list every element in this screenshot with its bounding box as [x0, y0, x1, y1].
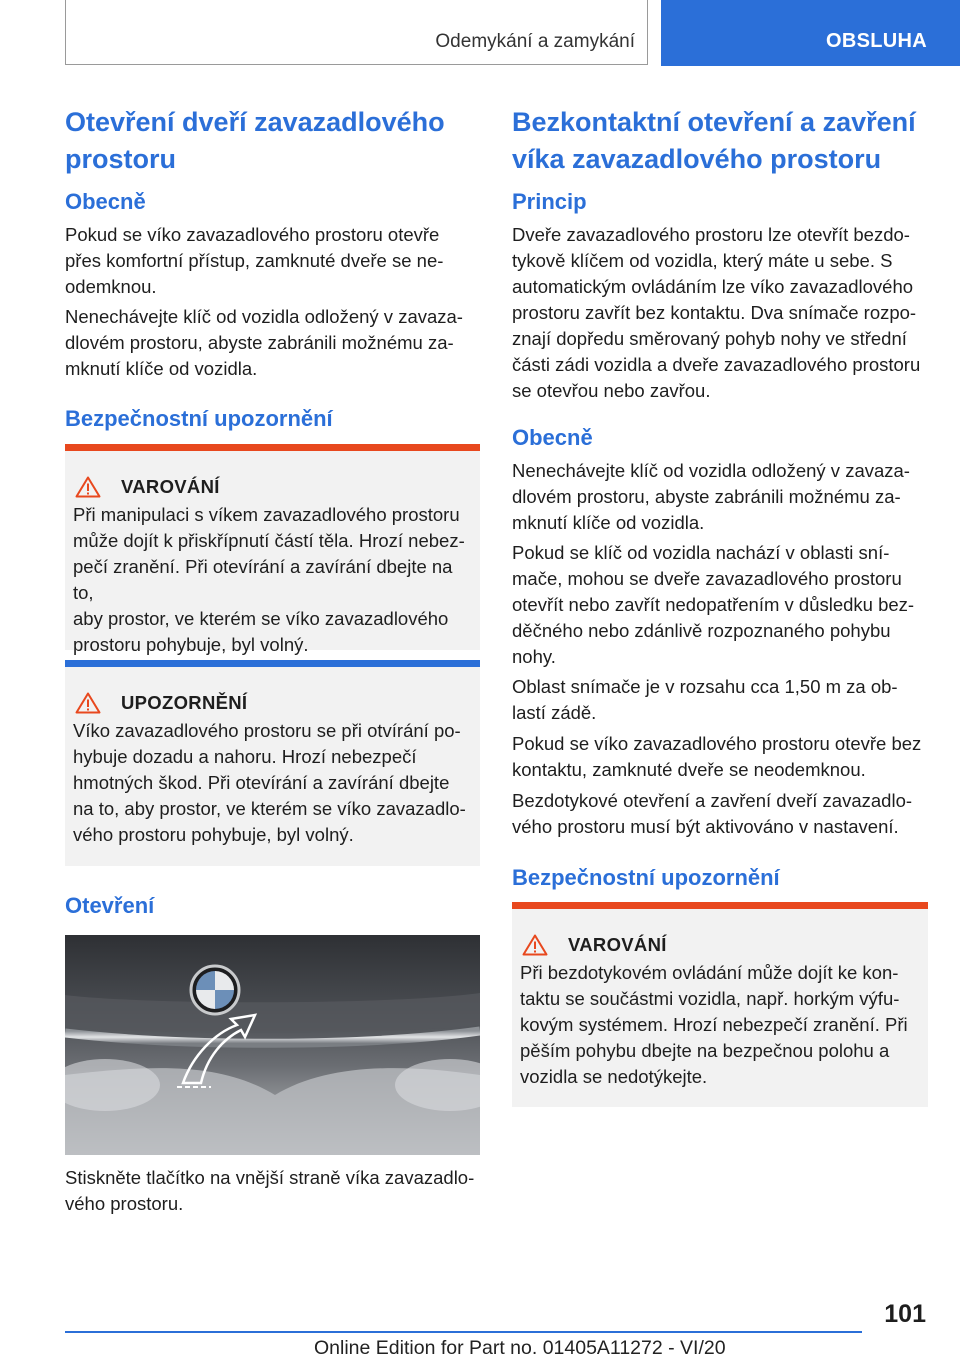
header-section-title: Odemykání a zamykání	[435, 31, 635, 52]
right-general-paragraph-2: Pokud se klíč od vozidla nachází v oblasti sní‐ mače, mohou se dveře zavazadlového prostoru otevřít nebo zavřít nedopatřením v důsledku bez‐ děčného nebo zdánlivě rozpoznaného pohybu nohy.	[512, 542, 915, 667]
warning-title: VAROVÁNÍ	[121, 476, 220, 497]
left-general-paragraph-1: Pokud se víko zavazadlového prostoru otevře přes komfortní přístup, zamknuté dveře se ne‐ odemknou.	[65, 224, 444, 297]
header-chapter-label: OBSLUHA	[826, 30, 927, 52]
page-number: 101	[884, 1300, 926, 1328]
notice-bar	[65, 660, 480, 667]
right-general-paragraph-5: Bezdotykové otevření a zavření dveří zavazadlo‐ vého prostoru musí být aktivováno v nastavení.	[512, 790, 913, 837]
right-general-paragraph-4: Pokud se víko zavazadlového prostoru otevře bez kontaktu, zamknuté dveře se neodemknou.	[512, 733, 922, 780]
warning-text: Při bezdotykovém ovládání může dojít ke kon‐ taktu se součástmi vozidla, např. horkým výfu‐ kovým systémem. Hrozí nebezpečí zranění. Při pěším pohybu dbejte na bezpečnou polohu a vozidla se nedotýkejte.	[520, 962, 908, 1087]
notice-title: UPOZORNĚNÍ	[121, 692, 248, 713]
right-general-heading: Obecně	[512, 425, 593, 450]
left-section-title: Otevření dveří zavazadlového prostoru	[65, 107, 445, 174]
warning-text: Při manipulaci s víkem zavazadlového prostoru může dojít k přiskřípnutí částí těla. Hrozí nebez‐ pečí zranění. Při otevírání a zavírání dbejte na to, aby prostor, ve kterém se víko zavazadlového prostoru pohybuje, byl volný.	[73, 504, 465, 655]
warning-bar	[65, 444, 480, 451]
right-safety-heading: Bezpečnostní upozornění	[512, 865, 780, 890]
right-general-paragraph-1: Nenechávejte klíč od vozidla odložený v zavaza‐ dlovém prostoru, abyste zabránili možnému za‐ mknutí klíče od vozidla.	[512, 460, 910, 533]
left-general-paragraph-2: Nenechávejte klíč od vozidla odložený v zavaza‐ dlovém prostoru, abyste zabránili možnému za‐ mknutí klíče od vozidla.	[65, 306, 463, 379]
header-section-box	[65, 0, 648, 65]
tailgate-illustration	[65, 935, 480, 1155]
right-principle-heading: Princip	[512, 189, 587, 214]
warning-triangle-icon	[522, 934, 548, 956]
warning-triangle-icon	[75, 476, 101, 498]
left-opening-heading: Otevření	[65, 893, 155, 918]
left-notice-box	[65, 660, 480, 866]
photo-caption: Stiskněte tlačítko na vnější straně víka zavazadlo‐ vého prostoru.	[65, 1167, 475, 1214]
left-safety-heading: Bezpečnostní upozornění	[65, 406, 333, 431]
footer-divider	[65, 1331, 862, 1333]
warning-title: VAROVÁNÍ	[568, 934, 667, 955]
left-general-heading: Obecně	[65, 189, 146, 214]
tailgate-button-photo	[65, 935, 480, 1155]
warning-triangle-icon	[75, 692, 101, 714]
footer-edition: Online Edition for Part no. 01405A11272 - VI/20	[314, 1337, 726, 1359]
right-principle-paragraph: Dveře zavazadlového prostoru lze otevřít bezdo‐ tykově klíčem od vozidla, který máte u sebe. S automatickým ovládáním lze víko zavazadlového prostoru zavřít bez kontaktu. Dva snímače rozpo‐ znají dopředu směrovaný pohyb nohy ve střední části zádi vozidla a dveře zavazadlového prostoru se otevřou nebo zavřou.	[512, 224, 921, 401]
left-warning-box	[65, 444, 480, 655]
right-section-title: Bezkontaktní otevření a zavření víka zavazadlového prostoru	[512, 107, 916, 174]
right-warning-box	[512, 902, 928, 1107]
notice-text: Víko zavazadlového prostoru se při otvírání po‐ hybuje dozadu a nahoru. Hrozí nebezpečí hmotných škod. Při otevírání a zavírání dbejte na to, aby prostor, ve kterém se víko zavazadlo‐ vého prostoru pohybuje, byl volný.	[73, 720, 466, 845]
right-general-paragraph-3: Oblast snímače je v rozsahu cca 1,50 m za ob‐ lastí zádě.	[512, 676, 898, 723]
header-chapter-tab[interactable]	[661, 0, 960, 66]
warning-bar	[512, 902, 928, 909]
